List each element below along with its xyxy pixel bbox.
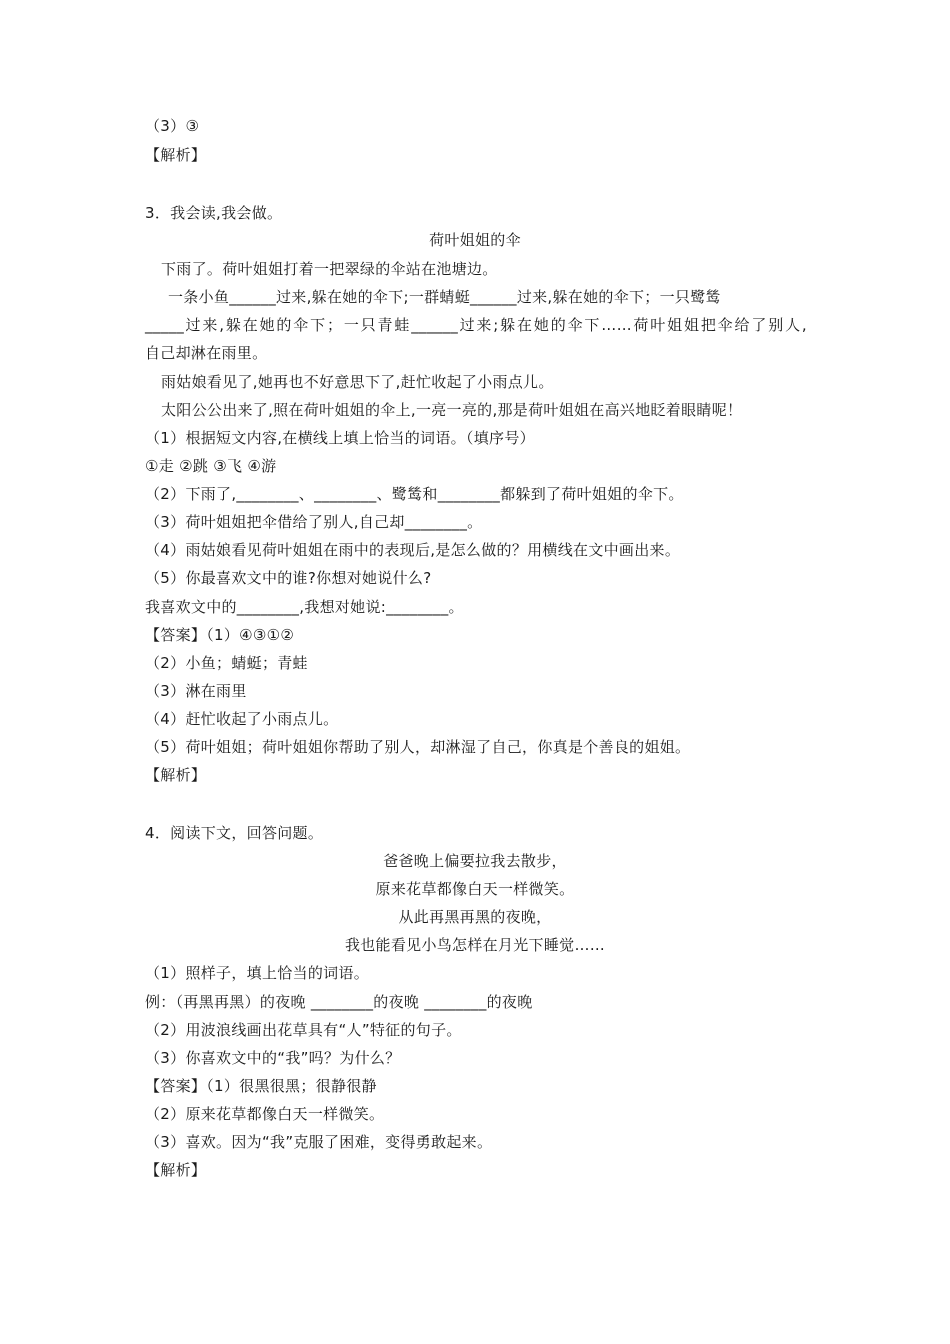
sub-question: （2）用波浪线画出花草具有“人”特征的句子。 bbox=[145, 1021, 462, 1039]
passage-paragraph: 一条小鱼______过来,躲在她的伞下;一群蜻蜓______过来,躲在她的伞下；一只鹭鸶 bbox=[168, 288, 721, 306]
passage-paragraph: 自己却淋在雨里。 bbox=[145, 344, 268, 362]
passage-paragraph: 下雨了。荷叶姐姐打着一把翠绿的伞站在池塘边。 bbox=[161, 260, 498, 278]
passage-paragraph: _____过来,躲在她的伞下；一只青蛙______过来;躲在她的伞下……荷叶姐姐把伞给了别人, bbox=[145, 316, 807, 334]
sub-question: （3）你喜欢文中的“我”吗？为什么？ bbox=[145, 1049, 401, 1067]
sub-question: （3）荷叶姐姐把伞借给了别人,自己却________。 bbox=[145, 513, 483, 531]
passage-paragraph: 太阳公公出来了,照在荷叶姐姐的伞上,一亮一亮的,那是荷叶姐姐在高兴地眨着眼睛呢！ bbox=[161, 401, 743, 419]
sub-question: （5）你最喜欢文中的谁?你想对她说什么? bbox=[145, 569, 432, 587]
passage-paragraph: 雨姑娘看见了,她再也不好意思下了,赶忙收起了小雨点儿。 bbox=[161, 373, 554, 391]
answer-line: 【答案】（1）很黑很黑；很静很静 bbox=[145, 1077, 377, 1095]
sub-question: （2）下雨了,________、________、鹭鸶和________都躲到了荷叶姐姐的伞下。 bbox=[145, 485, 684, 503]
answer-line: 【答案】（1）④③①② bbox=[145, 626, 295, 644]
poem-line: 从此再黑再黑的夜晚， bbox=[398, 908, 552, 926]
example-line: 例：（再黑再黑）的夜晚 ________的夜晚 ________的夜晚 bbox=[145, 993, 533, 1011]
sub-question: （1）照样子，填上恰当的词语。 bbox=[145, 964, 370, 982]
poem-line: 原来花草都像白天一样微笑。 bbox=[375, 880, 575, 898]
sub-question: （4）雨姑娘看见荷叶姐姐在雨中的表现后,是怎么做的？用横线在文中画出来。 bbox=[145, 541, 681, 559]
sub-question: 我喜欢文中的________,我想对她说:________。 bbox=[145, 598, 464, 616]
analysis-label: 【解析】 bbox=[145, 1161, 207, 1179]
answer-line: （2）小鱼；蜻蜓；青蛙 bbox=[145, 654, 308, 672]
answer-line: （3）淋在雨里 bbox=[145, 682, 247, 700]
question-4-heading: 4．阅读下文，回答问题。 bbox=[145, 824, 324, 842]
analysis-label: 【解析】 bbox=[145, 146, 207, 164]
options-line: ①走 ②跳 ③飞 ④游 bbox=[145, 457, 277, 475]
poem-line: 我也能看见小鸟怎样在月光下睡觉…… bbox=[344, 936, 606, 954]
sub-question: （1）根据短文内容,在横线上填上恰当的词语。（填序号） bbox=[145, 429, 535, 447]
answer-line: （5）荷叶姐姐；荷叶姐姐你帮助了别人，却淋湿了自己，你真是个善良的姐姐。 bbox=[145, 738, 691, 756]
poem-line: 爸爸晚上偏要拉我去散步， bbox=[383, 852, 567, 870]
answer-line: （4）赶忙收起了小雨点儿。 bbox=[145, 710, 339, 728]
passage-title: 荷叶姐姐的伞 bbox=[429, 231, 521, 249]
answer-line: （3）③ bbox=[145, 117, 200, 135]
analysis-label: 【解析】 bbox=[145, 766, 207, 784]
answer-line: （3）喜欢。因为“我”克服了困难，变得勇敢起来。 bbox=[145, 1133, 493, 1151]
answer-line: （2）原来花草都像白天一样微笑。 bbox=[145, 1105, 385, 1123]
question-3-heading: 3．我会读,我会做。 bbox=[145, 204, 283, 222]
